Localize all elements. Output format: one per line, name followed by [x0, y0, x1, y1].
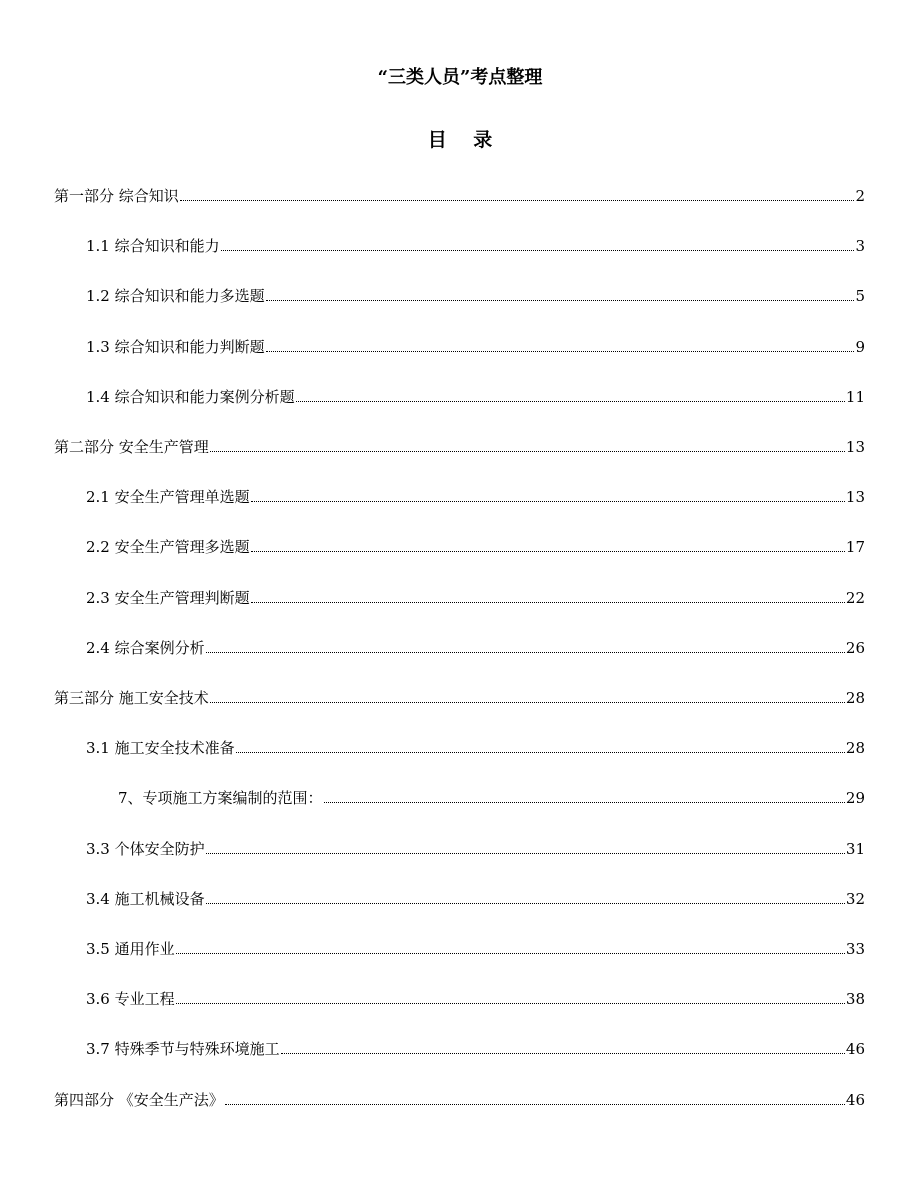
toc-entry-page: 28 [845, 689, 865, 707]
toc-entry-label: 7、专项施工方案编制的范围： [118, 789, 323, 807]
toc-entry-label: 2.2 安全生产管理多选题 [86, 538, 250, 556]
toc-heading: 目 录 [427, 129, 503, 151]
toc-entry-page: 32 [845, 890, 865, 908]
toc-entry-page: 3 [855, 237, 865, 255]
dot-leader [266, 300, 855, 301]
toc-entry-page: 17 [845, 538, 865, 556]
toc-entry[interactable] [86, 535, 865, 557]
dot-leader [251, 602, 845, 603]
toc-entry[interactable] [86, 837, 865, 859]
toc-entry[interactable] [86, 1037, 865, 1059]
toc-entry[interactable] [54, 1088, 865, 1110]
toc-entry-label: 3.3 个体安全防护 [86, 840, 205, 858]
toc-entry[interactable] [86, 586, 865, 608]
document-title: “三类人员”考点整理 [377, 67, 543, 88]
toc-entry-page: 2 [855, 187, 865, 205]
toc-entry-page: 22 [845, 589, 865, 607]
toc-entry-page: 38 [845, 990, 865, 1008]
toc-entry-label: 第四部分 《安全生产法》 [54, 1091, 224, 1109]
toc-entry-label: 1.3 综合知识和能力判断题 [86, 338, 265, 356]
toc-entry-label: 3.7 特殊季节与特殊环境施工 [86, 1040, 280, 1058]
dot-leader [176, 953, 845, 954]
toc-entry-label: 2.1 安全生产管理单选题 [86, 488, 250, 506]
toc-entry-label: 1.2 综合知识和能力多选题 [86, 287, 265, 305]
dot-leader [251, 501, 845, 502]
toc-entry[interactable] [118, 786, 865, 808]
toc-entry[interactable] [86, 485, 865, 507]
toc-entry[interactable] [86, 335, 865, 357]
toc-entry[interactable] [86, 636, 865, 658]
toc-entry[interactable] [54, 184, 865, 206]
dot-leader [206, 652, 845, 653]
toc-entry-label: 1.4 综合知识和能力案例分析题 [86, 388, 295, 406]
toc-entry-label: 1.1 综合知识和能力 [86, 237, 220, 255]
toc-entry-page: 13 [845, 438, 865, 456]
toc-entry[interactable] [86, 887, 865, 909]
dot-leader [296, 401, 845, 402]
dot-leader [210, 451, 845, 452]
toc-entry[interactable] [86, 234, 865, 256]
dot-leader [176, 1003, 845, 1004]
toc-entry-label: 第三部分 施工安全技术 [54, 689, 209, 707]
toc-entry-label: 3.4 施工机械设备 [86, 890, 205, 908]
toc-entry-page: 28 [845, 739, 865, 757]
toc-entry-page: 9 [855, 338, 865, 356]
dot-leader [206, 853, 845, 854]
toc-entry[interactable] [86, 385, 865, 407]
dot-leader [251, 551, 845, 552]
toc-entry[interactable] [54, 686, 865, 708]
dot-leader [180, 200, 855, 201]
toc-entry-page: 33 [845, 940, 865, 958]
dot-leader [225, 1104, 845, 1105]
toc-entry-page: 26 [845, 639, 865, 657]
dot-leader [236, 752, 845, 753]
toc-entry[interactable] [86, 937, 865, 959]
dot-leader [206, 903, 845, 904]
toc-entry[interactable] [54, 435, 865, 457]
dot-leader [221, 250, 855, 251]
toc-entry-page: 29 [845, 789, 865, 807]
toc-entry-page: 31 [845, 840, 865, 858]
dot-leader [266, 351, 855, 352]
toc-entry-page: 46 [845, 1040, 865, 1058]
toc-entry[interactable] [86, 736, 865, 758]
toc-entry-page: 46 [845, 1091, 865, 1109]
toc-entry[interactable] [86, 284, 865, 306]
toc-entry-label: 3.1 施工安全技术准备 [86, 739, 235, 757]
toc-entry-label: 3.6 专业工程 [86, 990, 175, 1008]
toc-entry[interactable] [86, 987, 865, 1009]
dot-leader [324, 802, 845, 803]
toc-entry-label: 第一部分 综合知识 [54, 187, 179, 205]
dot-leader [281, 1053, 845, 1054]
toc-entry-label: 2.3 安全生产管理判断题 [86, 589, 250, 607]
dot-leader [210, 702, 845, 703]
toc-entry-label: 3.5 通用作业 [86, 940, 175, 958]
toc-entry-label: 2.4 综合案例分析 [86, 639, 205, 657]
toc-entry-page: 5 [855, 287, 865, 305]
toc-entry-page: 11 [845, 388, 865, 406]
toc-entry-label: 第二部分 安全生产管理 [54, 438, 209, 456]
toc-entry-page: 13 [845, 488, 865, 506]
